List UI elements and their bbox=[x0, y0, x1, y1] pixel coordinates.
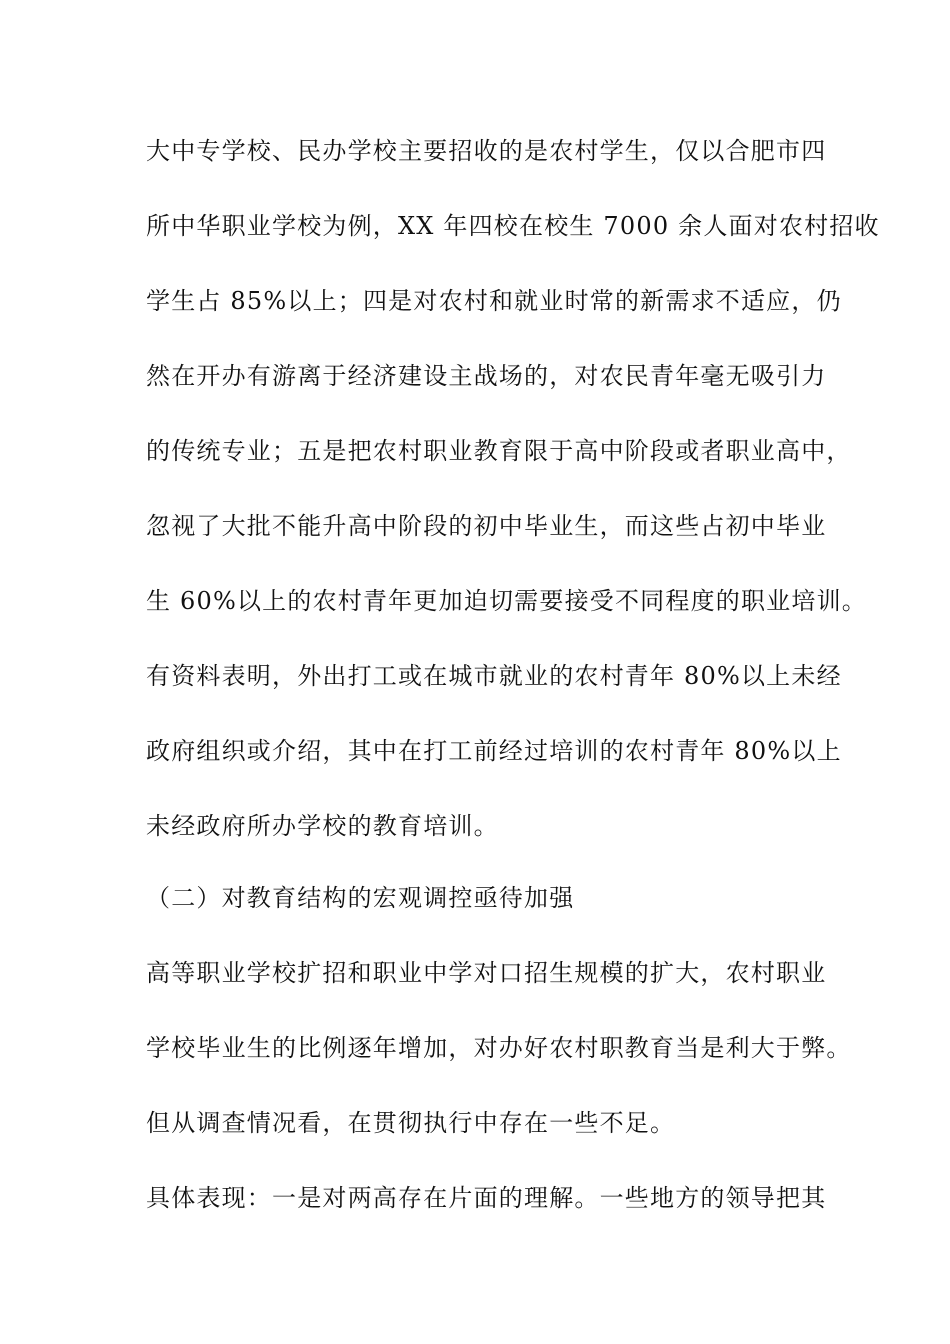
text-line: 有资料表明，外出打工或在城市就业的农村青年 80%以上未经 bbox=[146, 662, 842, 690]
text-line: 忽视了大批不能升高中阶段的初中毕业生，而这些占初中毕业 bbox=[146, 512, 827, 540]
text-line: 大中专学校、民办学校主要招收的是农村学生，仅以合肥市四 bbox=[146, 137, 827, 165]
text-line: 具体表现：一是对两高存在片面的理解。一些地方的领导把其 bbox=[146, 1184, 827, 1212]
text-line: 高等职业学校扩招和职业中学对口招生规模的扩大，农村职业 bbox=[146, 959, 827, 987]
section-heading: （二）对教育结构的宏观调控亟待加强 bbox=[146, 884, 575, 912]
text-line: 学生占 85%以上；四是对农村和就业时常的新需求不适应，仍 bbox=[146, 287, 842, 315]
text-line: 但从调查情况看，在贯彻执行中存在一些不足。 bbox=[146, 1109, 676, 1137]
text-line: 政府组织或介绍，其中在打工前经过培训的农村青年 80%以上 bbox=[146, 737, 842, 765]
text-line: 所中华职业学校为例，XX 年四校在校生 7000 余人面对农村招收 bbox=[146, 212, 880, 240]
text-line: 未经政府所办学校的教育培训。 bbox=[146, 812, 499, 840]
text-line: 生 60%以上的农村青年更加迫切需要接受不同程度的职业培训。 bbox=[146, 587, 867, 615]
text-line: 学校毕业生的比例逐年增加，对办好农村职教育当是利大于弊。 bbox=[146, 1034, 852, 1062]
text-line: 的传统专业；五是把农村职业教育限于高中阶段或者职业高中， bbox=[146, 437, 852, 465]
text-line: 然在开办有游离于经济建设主战场的，对农民青年毫无吸引力 bbox=[146, 362, 827, 390]
